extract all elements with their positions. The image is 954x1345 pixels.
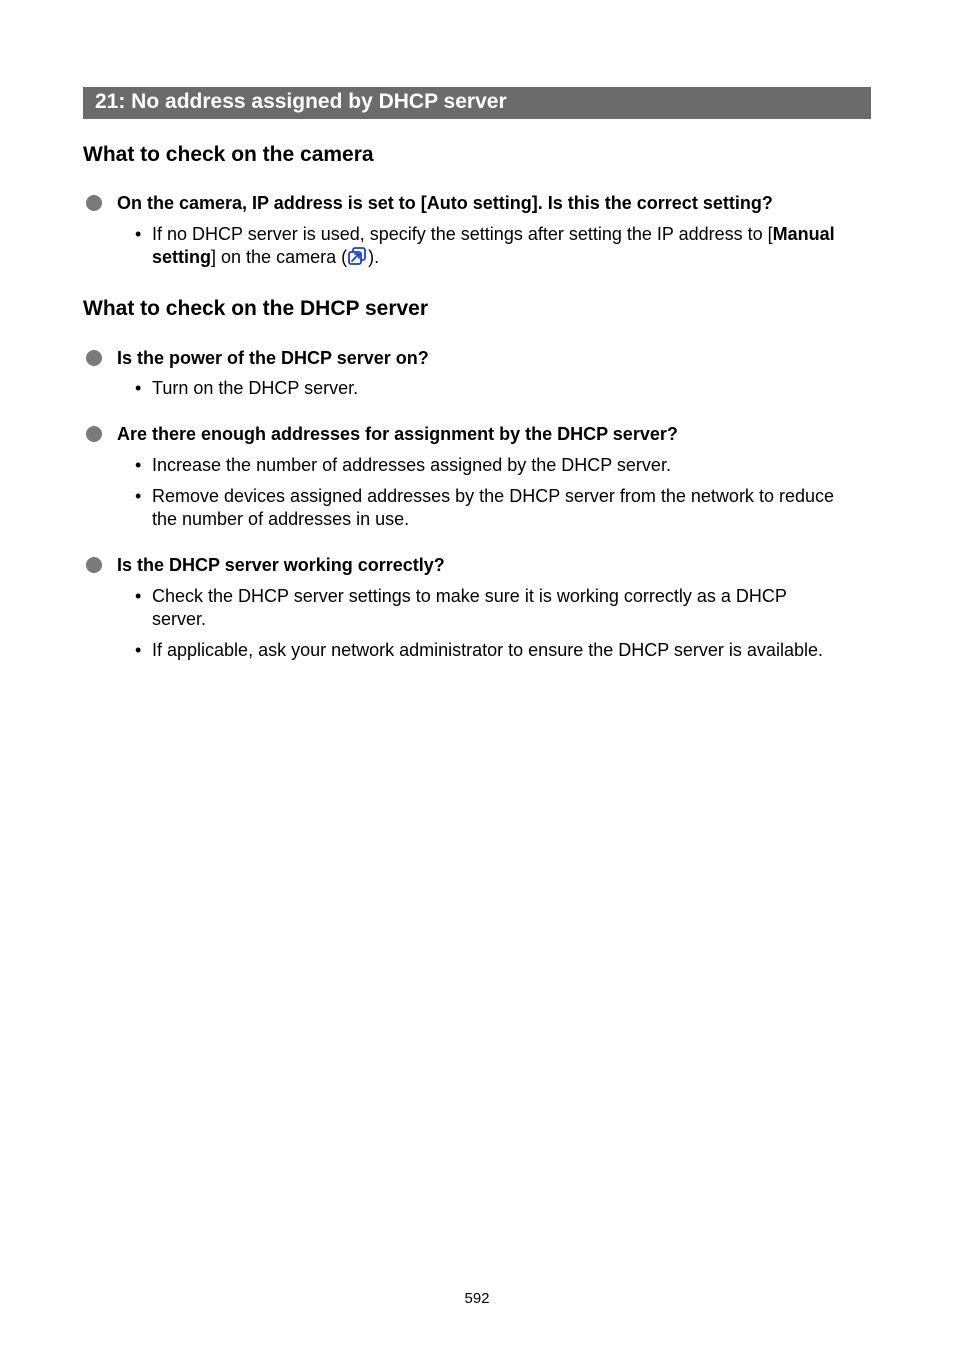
answer-bullet: •: [135, 455, 142, 475]
answer-bullet: •: [135, 224, 142, 244]
answer-bullet: •: [135, 378, 142, 398]
answer-text-after: ] on the camera (: [211, 247, 348, 267]
question-bullet-icon: [86, 557, 102, 573]
answer-bullet: •: [135, 640, 142, 660]
section-heading-camera: What to check on the camera: [83, 143, 374, 166]
question-dhcp-working: Is the DHCP server working correctly?: [117, 555, 445, 575]
answer-text-before: If no DHCP server is used, specify the settings after setting the IP address to [: [152, 224, 773, 244]
answer-bullet: •: [135, 486, 142, 506]
answer-bullet: •: [135, 586, 142, 606]
answer-check-settings: Check the DHCP server settings to make sure it is working correctly as a DHCP server.: [152, 586, 787, 629]
question-ip-auto-setting: On the camera, IP address is set to [Auto setting]. Is this the correct setting?: [117, 193, 773, 213]
answer-ask-admin: If applicable, ask your network administrator to ensure the DHCP server is available.: [152, 640, 823, 660]
answer-manual-setting: [152, 223, 877, 269]
answer-turn-on-dhcp: Turn on the DHCP server.: [152, 378, 359, 398]
question-bullet-icon: [86, 350, 102, 366]
answer-text-end: ).: [368, 247, 380, 267]
question-bullet-icon: [86, 426, 102, 442]
manual-setting-label: Manual setting: [152, 224, 835, 267]
page-link-icon[interactable]: [347, 246, 368, 267]
page-number: 592: [464, 1290, 490, 1307]
answer-remove-devices: Remove devices assigned addresses by the DHCP server from the network to reduce the number of addresses in use.: [152, 486, 834, 529]
question-bullet-icon: [86, 195, 102, 211]
answer-increase-addresses: Increase the number of addresses assigned by the DHCP server.: [152, 455, 671, 475]
page-title: 21: No address assigned by DHCP server: [83, 87, 871, 119]
section-heading-dhcp-server: What to check on the DHCP server: [83, 297, 429, 320]
question-dhcp-power: Is the power of the DHCP server on?: [117, 348, 429, 368]
question-enough-addresses: Are there enough addresses for assignment by the DHCP server?: [117, 424, 678, 444]
